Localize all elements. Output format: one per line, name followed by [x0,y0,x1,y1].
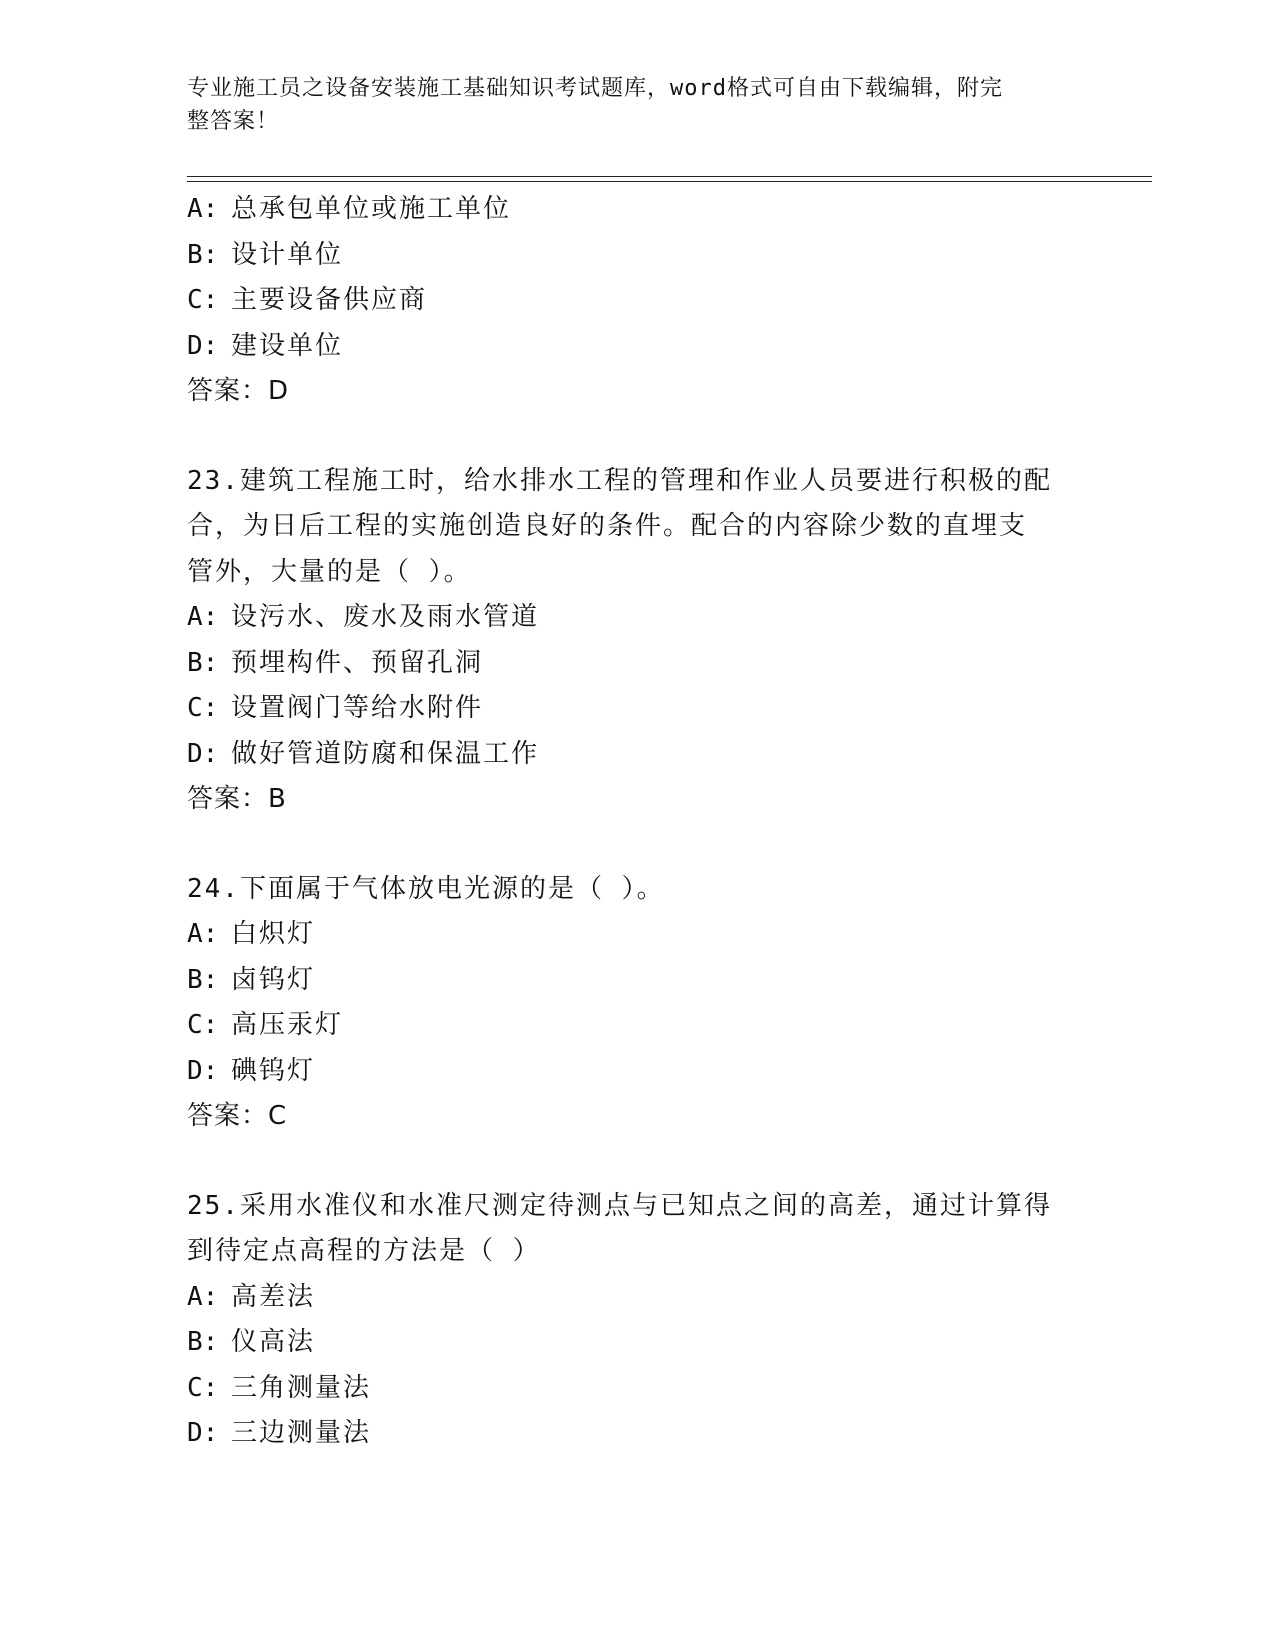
question-24 [187,867,1087,1140]
option-letter: D: [187,1055,219,1086]
header-line-1: 专业施工员之设备安装施工基础知识考试题库，word格式可自由下载编辑，附完 [187,76,1003,101]
option-text: 白炽灯 [231,919,316,949]
question-stem-line: 24.下面属于气体放电光源的是（ ）。 [187,873,665,904]
option-letter: B: [187,239,219,270]
option-letter: C: [187,285,219,315]
header-divider-bottom [187,181,1152,182]
question-spacer [187,823,1087,867]
option-c [187,686,1087,732]
question-stem-line: 管外，大量的是（ ）。 [187,556,472,587]
option-letter: A: [187,194,219,224]
option-text: 高差法 [231,1281,316,1312]
option-letter: B: [187,647,219,678]
option-letter: C: [187,693,219,723]
option-text: 做好管道防腐和保温工作 [231,738,540,769]
option-letter: D: [187,1418,219,1448]
option-text: 仪高法 [231,1327,316,1357]
option-letter: A: [187,919,219,949]
question-23 [187,459,1087,823]
question-stem-line: 23.建筑工程施工时，给水排水工程的管理和作业人员要进行积极的配 [187,465,1052,496]
option-c [187,1366,1087,1412]
option-text: 设计单位 [231,239,344,270]
option-text: 主要设备供应商 [231,285,428,315]
option-letter: B: [187,1327,219,1357]
option-letter: A: [187,602,219,632]
option-b [187,641,1087,687]
option-a [187,187,1087,233]
option-letter: D: [187,738,219,769]
option-a [187,1275,1087,1321]
question-25 [187,1184,1087,1457]
option-letter: C: [187,1010,219,1040]
option-b [187,958,1087,1004]
option-text: 预埋构件、预留孔洞 [231,647,484,678]
option-c [187,1003,1087,1049]
option-text: 卤钨灯 [231,964,316,995]
answer-line: 答案：D [187,376,290,406]
option-b [187,233,1087,279]
option-d [187,732,1087,778]
option-text: 碘钨灯 [231,1055,316,1086]
document-body [187,187,1087,1457]
answer-line: 答案：B [187,784,287,814]
option-text: 高压汞灯 [231,1010,344,1040]
document-header [187,72,1067,138]
option-letter: A: [187,1281,219,1312]
option-text: 设置阀门等给水附件 [231,693,484,723]
option-letter: D: [187,330,219,361]
option-c [187,278,1087,324]
header-divider-top [187,176,1152,177]
option-a [187,595,1087,641]
question-stem-line: 25.采用水准仪和水准尺测定待测点与已知点之间的高差，通过计算得 [187,1190,1052,1221]
question-stem-line: 到待定点高程的方法是（ ） [187,1236,541,1266]
option-letter: C: [187,1372,219,1403]
option-letter: B: [187,964,219,995]
option-d [187,1411,1087,1457]
header-line-2: 整答案！ [187,109,280,134]
option-text: 总承包单位或施工单位 [231,194,512,224]
question-spacer [187,415,1087,459]
question-spacer [187,1140,1087,1184]
option-text: 三边测量法 [231,1418,372,1448]
option-d [187,1049,1087,1095]
question-22 [187,187,1087,415]
option-d [187,324,1087,370]
option-text: 设污水、废水及雨水管道 [231,602,540,632]
option-a [187,912,1087,958]
answer-line: 答案：C [187,1101,288,1131]
question-stem-line: 合，为日后工程的实施创造良好的条件。配合的内容除少数的直埋支 [187,511,1028,541]
option-text: 三角测量法 [231,1372,372,1403]
option-b [187,1320,1087,1366]
option-text: 建设单位 [231,330,344,361]
